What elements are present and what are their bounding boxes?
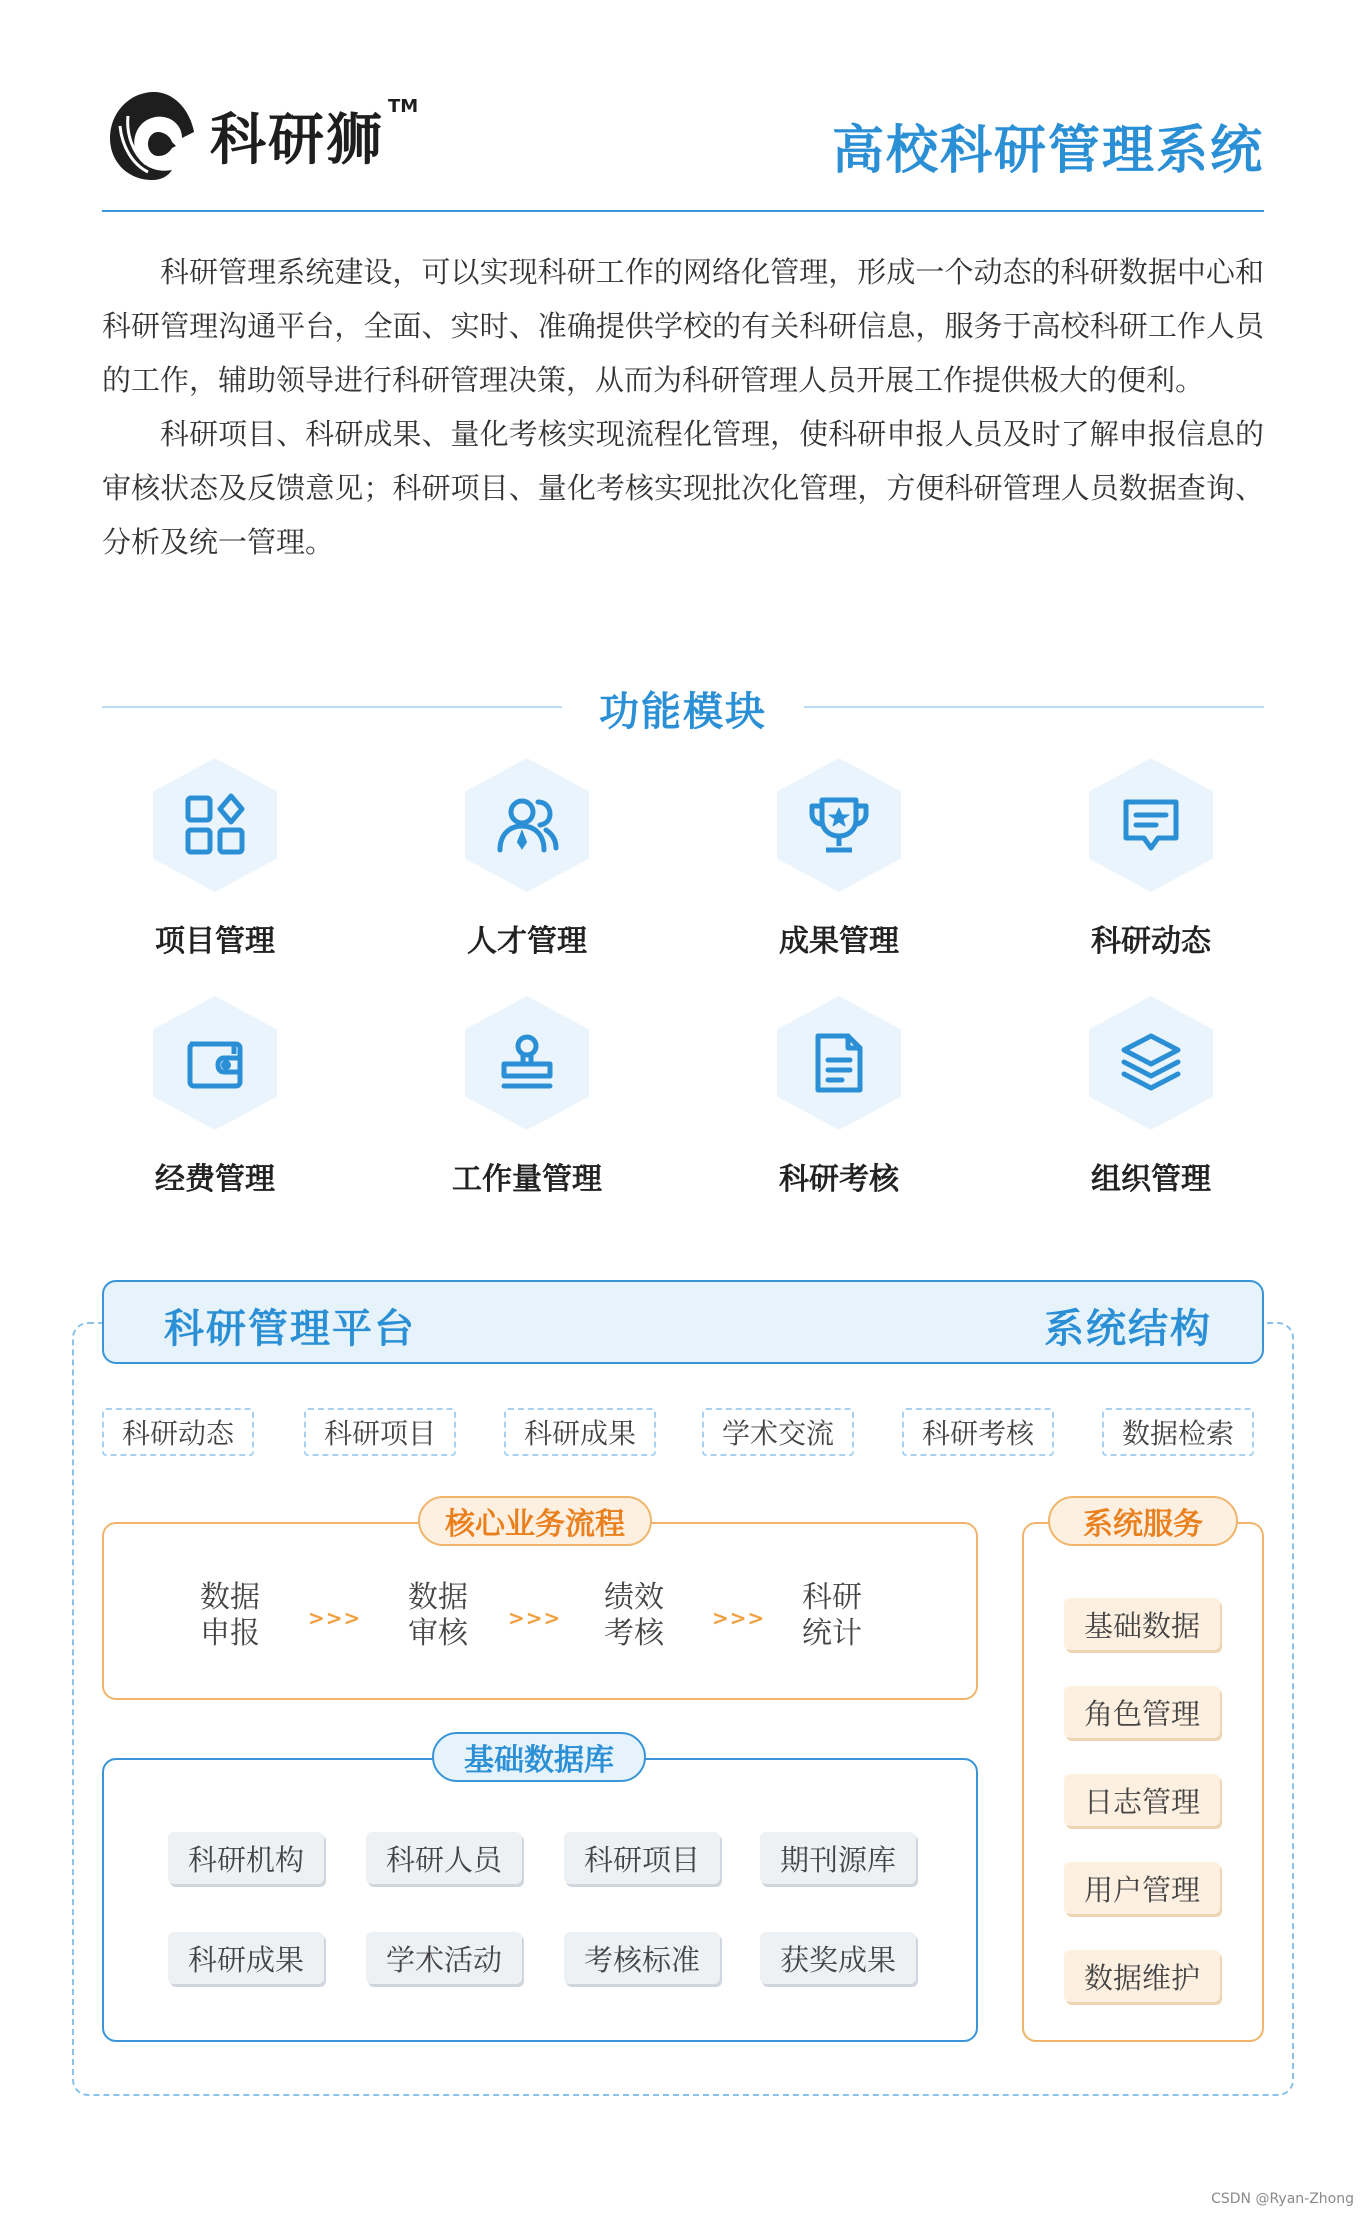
flow-step-line: 申报 [200, 1616, 260, 1651]
service-item: 数据维护 [1064, 1950, 1220, 2002]
lion-logo-icon [102, 86, 206, 186]
trophy-icon [804, 790, 874, 860]
module-tag: 科研项目 [304, 1408, 456, 1456]
flow-step [388, 1580, 488, 1652]
feature-project-management[interactable] [115, 758, 315, 960]
feature-label: 科研考核 [779, 1162, 899, 1197]
module-tag: 学术交流 [702, 1408, 854, 1456]
feature-label: 人才管理 [467, 924, 587, 959]
database-item: 科研成果 [168, 1932, 324, 1984]
database-item: 考核标准 [564, 1932, 720, 1984]
intro-paragraph-2: 科研项目、科研成果、量化考核实现流程化管理，使科研申报人员及时了解申报信息的审核状态及反馈意见；科研项目、量化考核实现批次化管理，方便科研管理人员数据查询、分析及统一管理。 [102, 417, 1264, 559]
trademark-mark: TM [388, 95, 419, 117]
document-icon [804, 1028, 874, 1098]
feature-icon-bg [777, 996, 901, 1130]
feature-talent-management[interactable] [427, 758, 627, 960]
feature-research-assessment[interactable] [739, 996, 939, 1198]
wallet-icon [180, 1028, 250, 1098]
database-panel [102, 1758, 978, 2042]
feature-icon-bg [465, 758, 589, 892]
service-item: 角色管理 [1064, 1686, 1220, 1738]
message-icon [1116, 790, 1186, 860]
flow-step-line: 绩效 [604, 1580, 664, 1615]
database-title: 基础数据库 [432, 1732, 646, 1782]
page-title: 高校科研管理系统 [831, 121, 1264, 181]
database-item: 科研机构 [168, 1832, 324, 1884]
services-title: 系统服务 [1048, 1496, 1238, 1546]
feature-label: 组织管理 [1091, 1162, 1211, 1197]
feature-label: 科研动态 [1091, 924, 1211, 959]
page-header [102, 86, 1264, 212]
intro-text [102, 245, 1264, 569]
architecture-header [102, 1280, 1264, 1364]
structure-title: 系统结构 [1044, 1306, 1212, 1352]
feature-icon-bg [777, 758, 901, 892]
core-flow-title: 核心业务流程 [418, 1496, 652, 1546]
database-item: 学术活动 [366, 1932, 522, 1984]
layers-icon [1116, 1028, 1186, 1098]
flow-step-line: 科研 [802, 1580, 862, 1615]
database-item: 获奖成果 [760, 1932, 916, 1984]
features-section-title: 功能模块 [599, 689, 767, 735]
feature-label: 工作量管理 [452, 1162, 602, 1197]
feature-label: 成果管理 [779, 924, 899, 959]
feature-icon-bg [1089, 758, 1213, 892]
module-tag: 科研动态 [102, 1408, 254, 1456]
module-tag-row [102, 1408, 1264, 1456]
service-item: 用户管理 [1064, 1862, 1220, 1914]
database-item: 期刊源库 [760, 1832, 916, 1884]
brand-name: 科研狮 [210, 108, 384, 173]
watermark-credit: CSDN @Ryan-Zhong [1211, 2191, 1354, 2207]
database-item: 科研项目 [564, 1832, 720, 1884]
people-icon [492, 790, 562, 860]
flow-step [180, 1580, 280, 1652]
module-tag: 科研考核 [902, 1408, 1054, 1456]
feature-funding-management[interactable] [115, 996, 315, 1198]
intro-paragraph-1: 科研管理系统建设，可以实现科研工作的网络化管理，形成一个动态的科研数据中心和科研管理沟通平台，全面、实时、准确提供学校的有关科研信息，服务于高校科研工作人员的工作，辅助领导进行科研管理决策，从而为科研管理人员开展工作提供极大的便利。 [102, 255, 1264, 397]
grid-icon [180, 790, 250, 860]
flow-arrow: >>> [508, 1606, 562, 1630]
flow-step-line: 统计 [802, 1616, 862, 1651]
platform-title: 科研管理平台 [164, 1306, 416, 1352]
feature-icon-bg [1089, 996, 1213, 1130]
feature-achievement-management[interactable] [739, 758, 939, 960]
flow-arrow: >>> [712, 1606, 766, 1630]
service-item: 基础数据 [1064, 1598, 1220, 1650]
feature-label: 经费管理 [155, 1162, 275, 1197]
flow-step-line: 审核 [408, 1616, 468, 1651]
flow-step-line: 数据 [408, 1580, 468, 1615]
feature-workload-management[interactable] [427, 996, 627, 1198]
feature-icon-bg [153, 996, 277, 1130]
module-tag: 数据检索 [1102, 1408, 1254, 1456]
flow-step-line: 数据 [200, 1580, 260, 1615]
feature-icon-bg [153, 758, 277, 892]
module-tag: 科研成果 [504, 1408, 656, 1456]
flow-step-line: 考核 [604, 1616, 664, 1651]
flow-step [782, 1580, 882, 1652]
feature-icon-bg [465, 996, 589, 1130]
brand-logo [102, 86, 418, 186]
feature-label: 项目管理 [155, 924, 275, 959]
stamp-icon [492, 1028, 562, 1098]
database-item: 科研人员 [366, 1832, 522, 1884]
service-item: 日志管理 [1064, 1774, 1220, 1826]
feature-research-news[interactable] [1051, 758, 1251, 960]
flow-arrow: >>> [308, 1606, 362, 1630]
flow-step [584, 1580, 684, 1652]
feature-organization-management[interactable] [1051, 996, 1251, 1198]
